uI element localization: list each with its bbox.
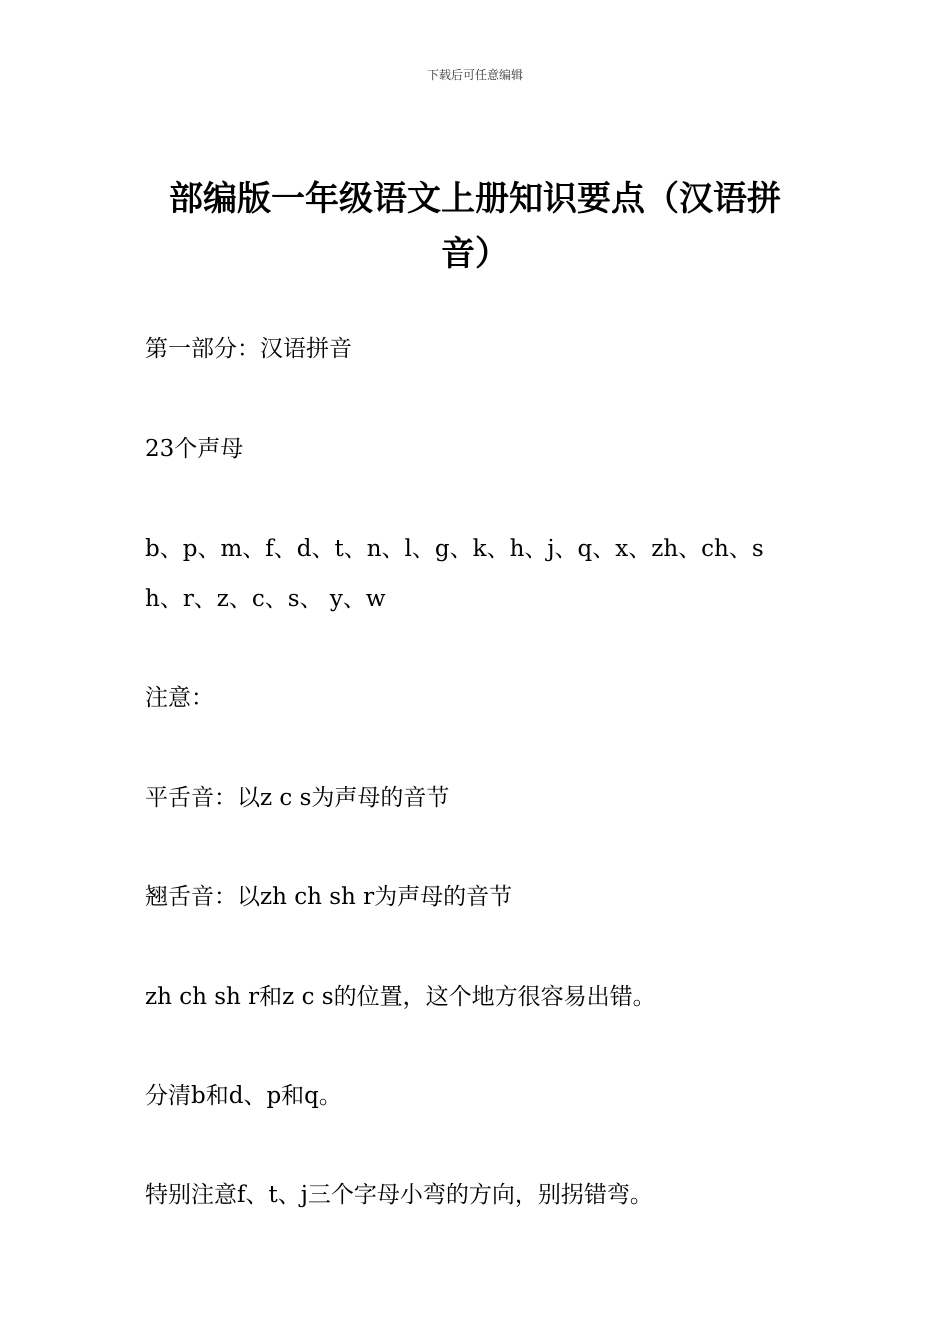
title-line-2: 音） [441,234,509,274]
initials-list-line-2: h、r、z、c、s、 y、w [145,586,386,612]
document-title [145,172,805,282]
title-line-1: 部编版一年级语文上册知识要点（汉语拼 [169,179,781,219]
initials-list-line-1: b、p、m、f、d、t、n、l、g、k、h、j、q、x、zh、ch、s [145,536,764,562]
direction-note-line: 特别注意f、t、j三个字母小弯的方向，别拐错弯。 [145,1182,653,1208]
position-note-line: zh ch sh r和z c s的位置，这个地方很容易出错。 [145,984,656,1010]
section-heading: 第一部分：汉语拼音 [145,336,352,362]
initials-heading: 23个声母 [145,436,244,462]
note-label: 注意： [145,685,214,711]
flat-tongue-line: 平舌音：以z c s为声母的音节 [145,785,450,811]
retroflex-line: 翘舌音：以zh ch sh r为声母的音节 [145,884,513,910]
distinguish-line: 分清b和d、p和q。 [145,1083,342,1109]
page-header-note: 下载后可任意编辑 [426,68,523,82]
